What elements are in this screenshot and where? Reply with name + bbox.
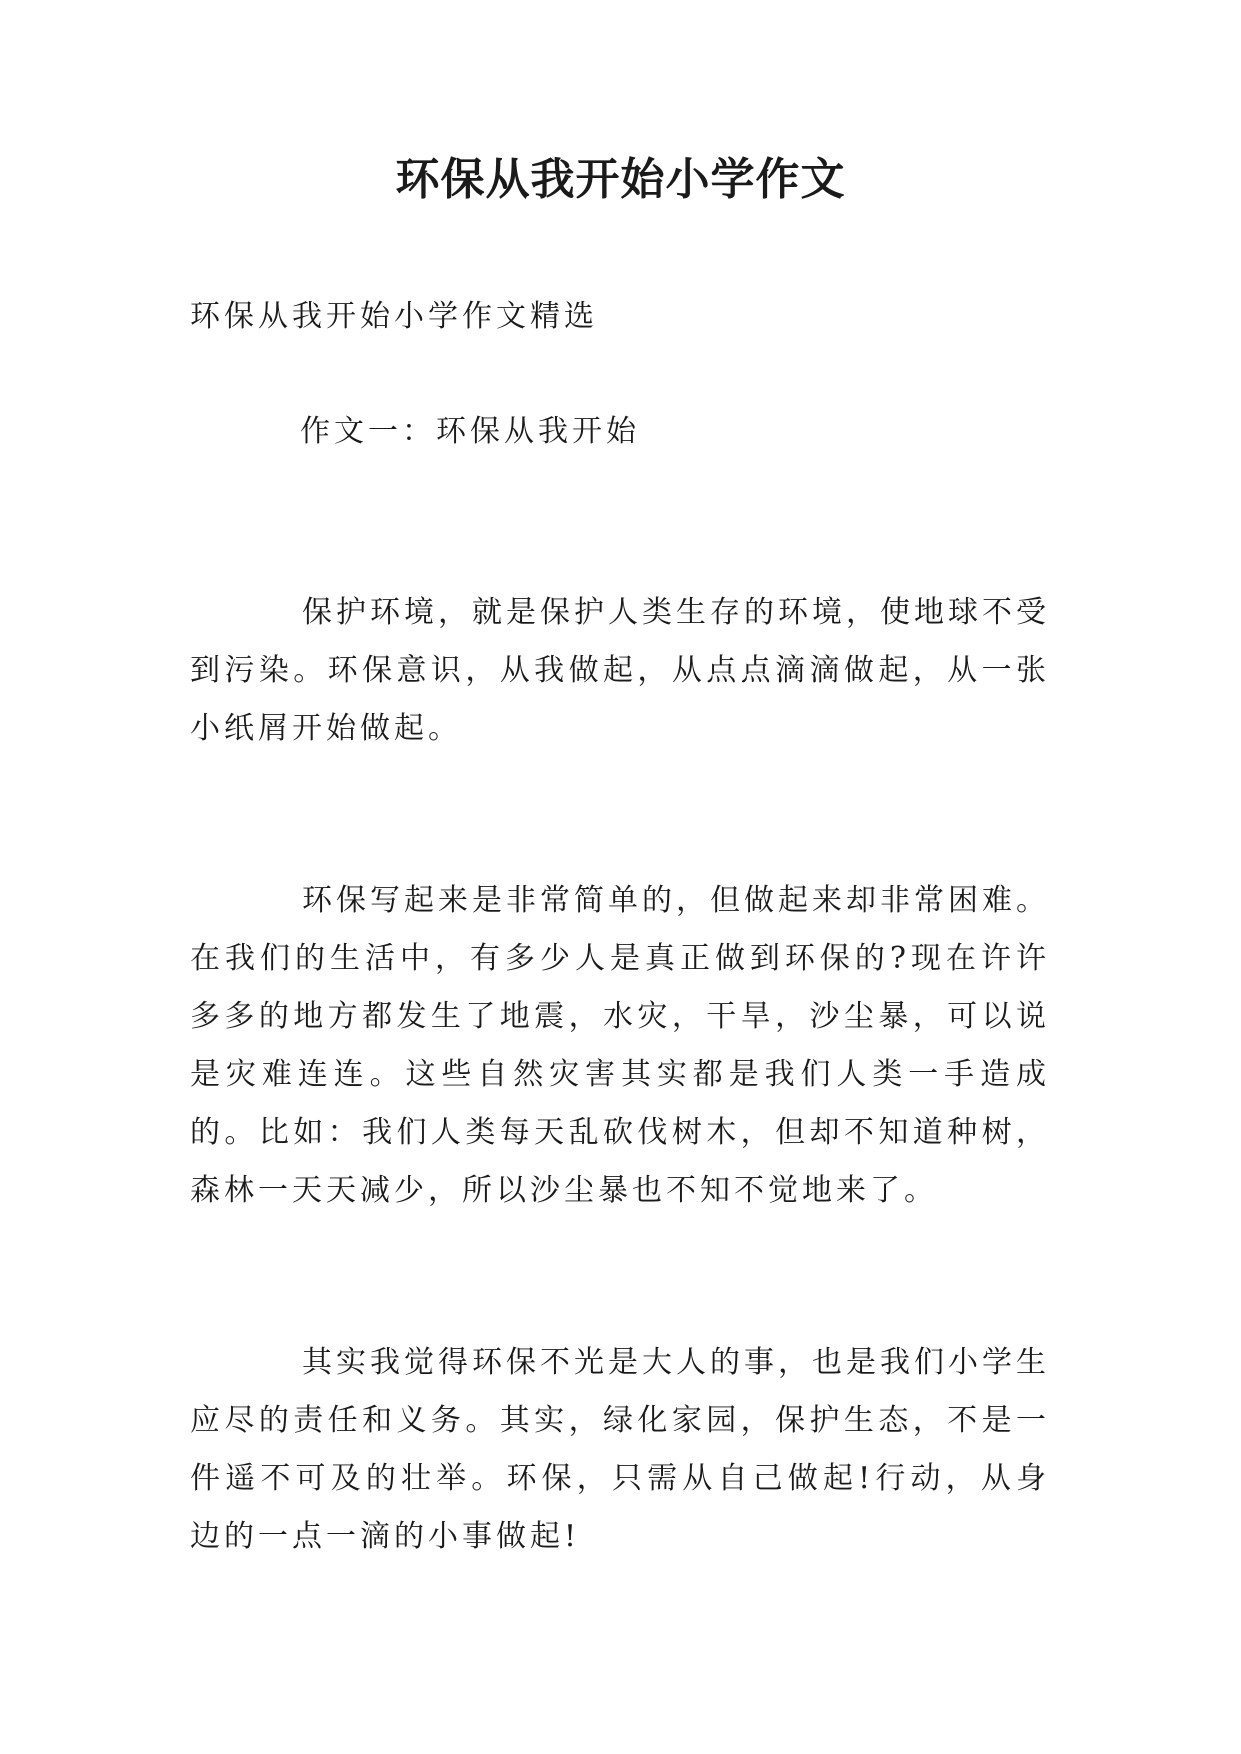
essay-paragraph: 其实我觉得环保不光是大人的事，也是我们小学生应尽的责任和义务。其实，绿化家园，保护生态，不是一件遥不可及的壮举。环保，只需从自己做起!行动，从身边的一点一滴的小事做起! — [190, 1345, 1050, 1554]
essay-heading: 作文一：环保从我开始 — [300, 414, 640, 449]
essay-paragraph: 环保写起来是非常简单的，但做起来却非常困难。在我们的生活中，有多少人是真正做到环保的?现在许许多多的地方都发生了地震，水灾，干旱，沙尘暴，可以说是灾难连连。这些自然灾害其实都是我们人类一手造成的。比如：我们人类每天乱砍伐树木，但却不知道种树，森林一天天减少，所以沙尘暴也不知不觉地来了。 — [190, 883, 1050, 1208]
document-subtitle: 环保从我开始小学作文精选 — [190, 299, 598, 334]
essay-paragraph: 保护环境，就是保护人类生存的环境，使地球不受到污染。环保意识，从我做起，从点点滴滴做起，从一张小纸屑开始做起。 — [190, 595, 1050, 746]
page-title: 环保从我开始小学作文 — [395, 154, 846, 205]
